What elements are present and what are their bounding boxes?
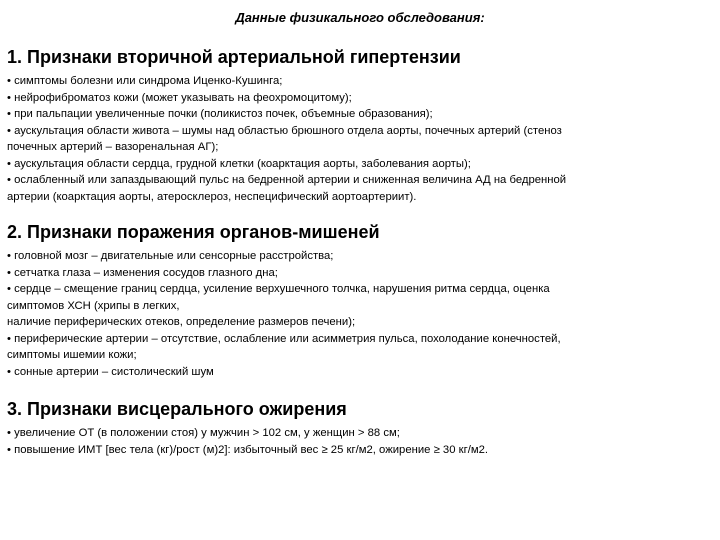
list-item: • при пальпации увеличенные почки (поликистоз почек, объемные образования); bbox=[7, 108, 433, 120]
section-heading: 1. Признаки вторичной артериальной гипертензии bbox=[7, 47, 461, 67]
list-item: • сетчатка глаза – изменения сосудов глазного дна; bbox=[7, 266, 278, 279]
section-visceral-obesity bbox=[7, 397, 713, 458]
list-item: • симптомы болезни или синдрома Иценко-Кушинга; bbox=[7, 75, 283, 87]
list-item: симптомы ишемии кожи; bbox=[7, 349, 137, 361]
page-title: Данные физикального обследования: bbox=[235, 10, 485, 25]
list-item: артерии (коарктация аорты, атеросклероз, неспецифический аортоартериит). bbox=[7, 190, 417, 203]
list-item: симптомов ХСН (хрипы в легких, bbox=[7, 299, 180, 312]
list-item: наличие периферических отеков, определение размеров печени); bbox=[7, 316, 356, 328]
list-item: • аускультация области сердца, грудной клетки (коарктация аорты, заболевания аорты); bbox=[7, 157, 471, 170]
list-item: • ослабленный или запаздывающий пульс на бедренной артерии и сниженная величина АД на бедренной bbox=[7, 174, 567, 186]
list-item: почечных артерий – вазоренальная АГ); bbox=[7, 141, 219, 153]
section-secondary-hypertension bbox=[7, 45, 713, 205]
section-target-organ-damage bbox=[7, 220, 713, 380]
section-heading: 2. Признаки поражения органов-мишеней bbox=[7, 222, 380, 242]
list-item: • периферические артерии – отсутствие, ослабление или асимметрия пульса, похолодание конечностей, bbox=[7, 332, 561, 345]
list-item: • увеличение ОТ (в положении стоя) у мужчин > 102 см, у женщин > 88 см; bbox=[7, 427, 400, 439]
list-item: • нейрофиброматоз кожи (может указывать на феохромоцитому); bbox=[7, 91, 352, 104]
list-item: • повышение ИМТ [вес тела (кг)/рост (м)2]: избыточный вес ≥ 25 кг/м2, ожирение ≥ 30 кг/м2. bbox=[7, 443, 489, 456]
section-heading: 3. Признаки висцерального ожирения bbox=[7, 399, 347, 419]
list-item: • аускультация области живота – шумы над областью брюшного отдела аорты, почечных артерий (стеноз bbox=[7, 124, 562, 137]
list-item: • сердце – смещение границ сердца, усиление верхушечного толчка, нарушения ритма сердца, оценка bbox=[7, 283, 550, 295]
list-item: • головной мозг – двигательные или сенсорные расстройства; bbox=[7, 250, 334, 262]
list-item: • сонные артерии – систолический шум bbox=[7, 365, 214, 378]
